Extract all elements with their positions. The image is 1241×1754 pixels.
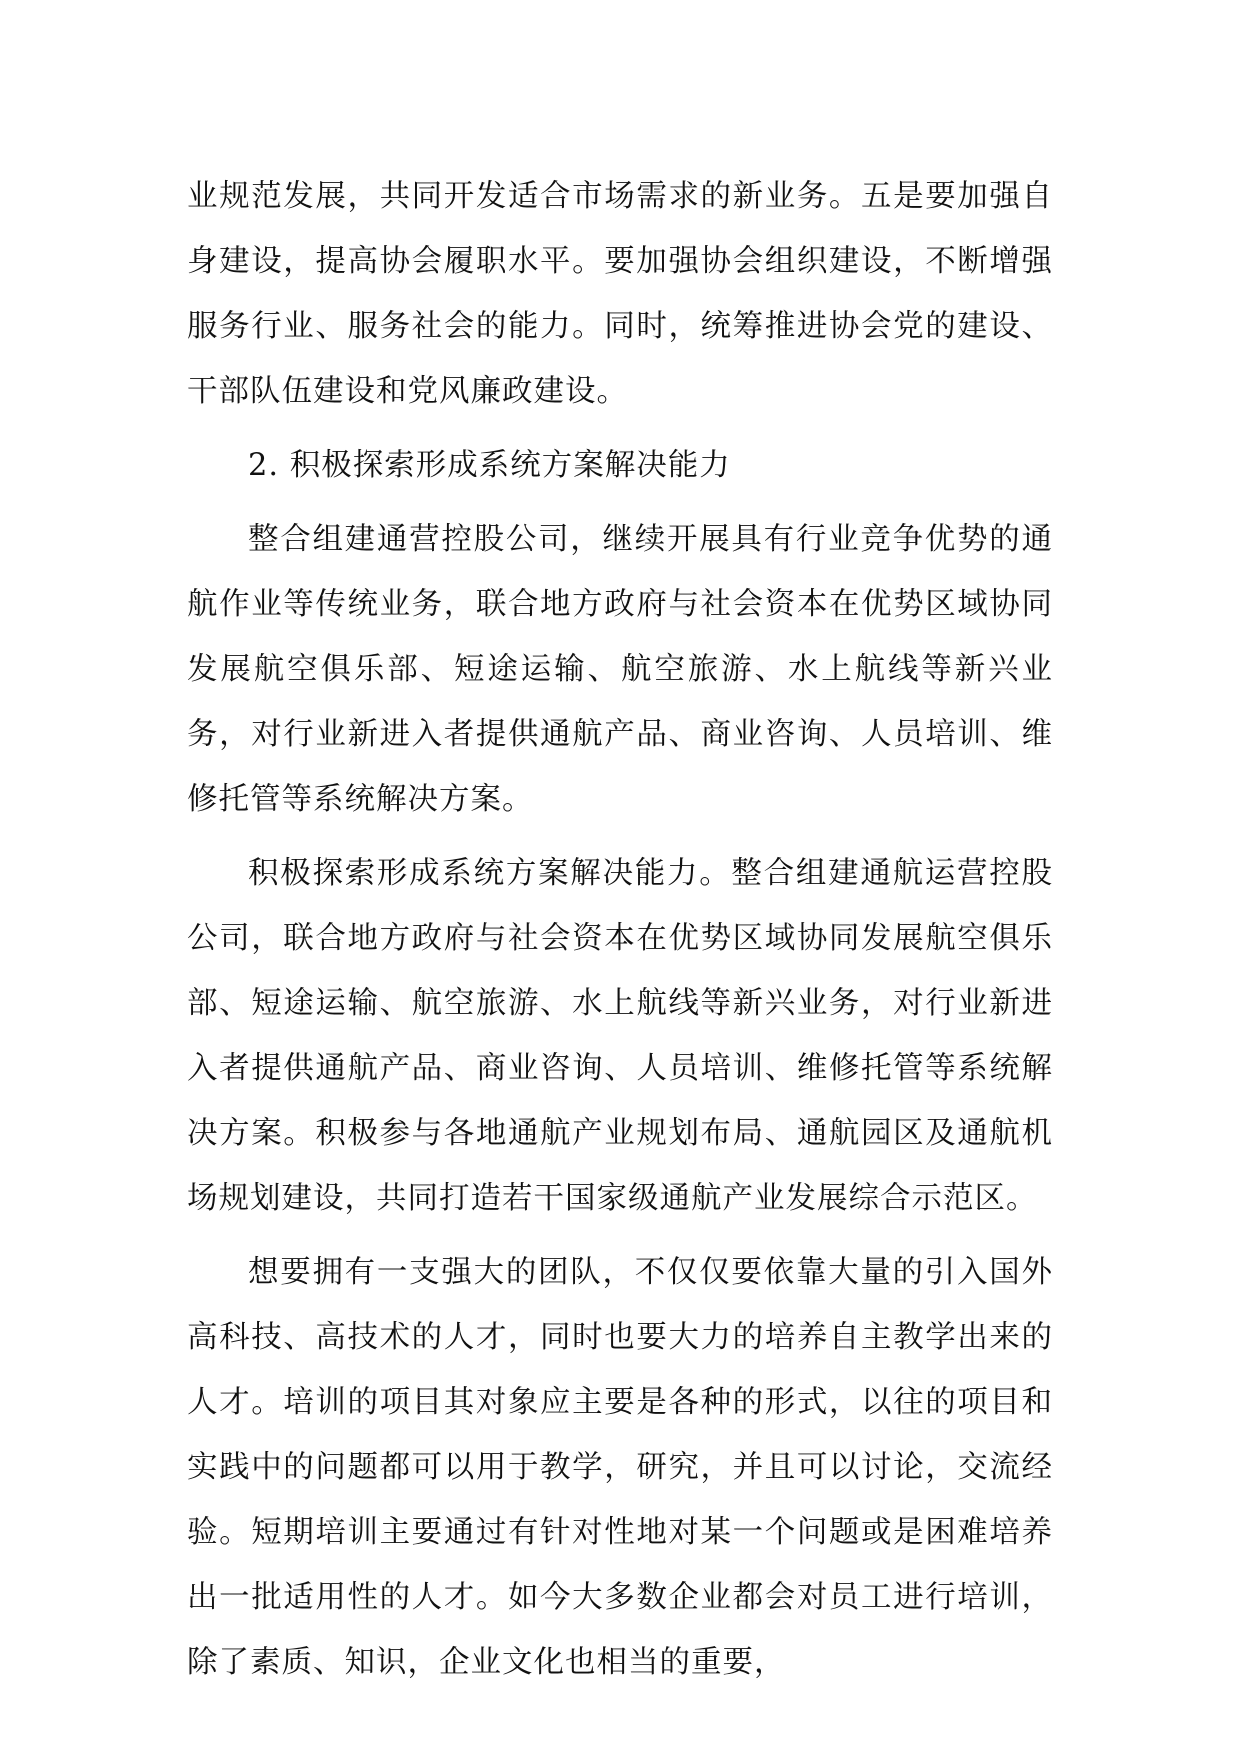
paragraph-system-solutions: 积极探索形成系统方案解决能力。整合组建通航运营控股公司，联合地方政府与社会资本在优势区域协同发展航空俱乐部、短途运输、航空旅游、水上航线等新兴业务，对行业新进入者提供通航产品、商业咨询、人员培训、维修托管等系统解决方案。积极参与各地通航产业规划布局、通航园区及通航机场规划建设，共同打造若干国家级通航产业发展综合示范区。: [187, 856, 1053, 1216]
paragraph-continuation: 业规范发展，共同开发适合市场需求的新业务。五是要加强自身建设，提高协会履职水平。要加强协会组织建设，不断增强服务行业、服务社会的能力。同时，统筹推进协会党的建设、干部队伍建设和党风廉政建设。: [187, 179, 1053, 409]
document-body: [187, 164, 1053, 1695]
paragraph-holding-company: 整合组建通营控股公司，继续开展具有行业竞争优势的通航作业等传统业务，联合地方政府与社会资本在优势区域协同发展航空俱乐部、短途运输、航空旅游、水上航线等新兴业务，对行业新进入者提供通航产品、商业咨询、人员培训、维修托管等系统解决方案。: [187, 522, 1053, 817]
paragraph-team-building: 想要拥有一支强大的团队，不仅仅要依靠大量的引入国外高科技、高技术的人才，同时也要大力的培养自主教学出来的人才。培训的项目其对象应主要是各种的形式，以往的项目和实践中的问题都可以用于教学，研究，并且可以讨论，交流经验。短期培训主要通过有针对性地对某一个问题或是困难培养出一批适用性的人才。如今大多数企业都会对员工进行培训，除了素质、知识，企业文化也相当的重要，: [187, 1255, 1053, 1680]
section-heading: 2. 积极探索形成系统方案解决能力: [248, 448, 731, 483]
